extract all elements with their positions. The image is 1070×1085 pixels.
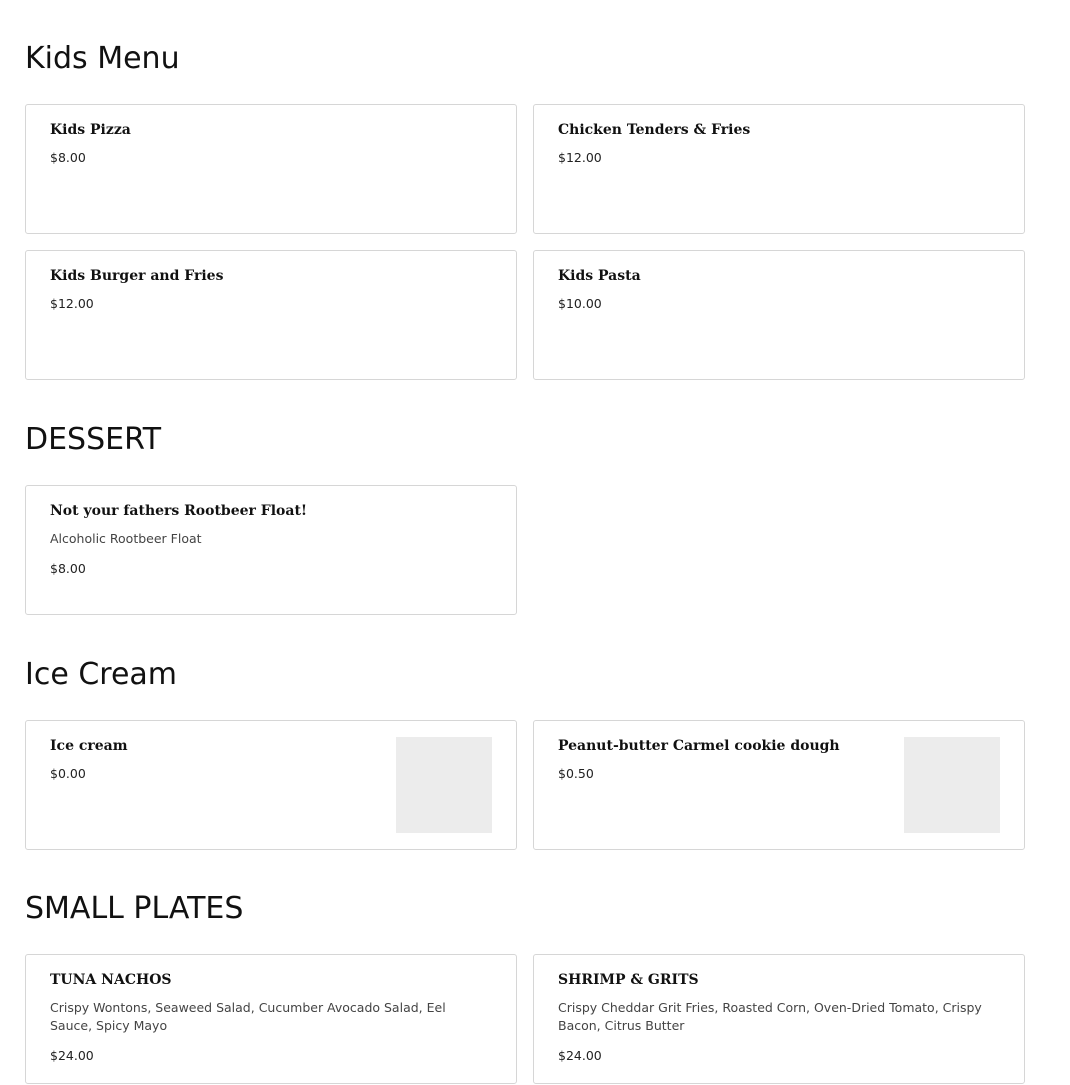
item-name: SHRIMP & GRITS (558, 972, 699, 988)
menu-item-card[interactable] (533, 954, 1025, 1084)
item-name: Kids Burger and Fries (50, 268, 224, 284)
menu-item-card[interactable] (533, 104, 1025, 234)
item-name: TUNA NACHOS (50, 972, 172, 988)
item-price: $0.00 (50, 766, 86, 781)
item-description: Crispy Wontons, Seaweed Salad, Cucumber Avocado Salad, Eel Sauce, Spicy Mayo (50, 1000, 446, 1033)
menu-item-card[interactable] (533, 250, 1025, 380)
menu-item-card[interactable] (533, 720, 1025, 850)
menu-item-card[interactable] (25, 720, 517, 850)
menu-item-card[interactable] (25, 250, 517, 380)
item-price: $8.00 (50, 561, 86, 576)
menu-item-card[interactable] (25, 485, 517, 615)
item-description: Alcoholic Rootbeer Float (50, 531, 202, 546)
item-name: Kids Pizza (50, 122, 131, 138)
section-title: DESSERT (25, 422, 162, 457)
item-image-placeholder (396, 737, 492, 833)
item-price: $12.00 (558, 150, 602, 165)
item-image-placeholder (904, 737, 1000, 833)
section-title: SMALL PLATES (25, 891, 244, 926)
item-price: $0.50 (558, 766, 594, 781)
item-price: $12.00 (50, 296, 94, 311)
item-price: $24.00 (50, 1048, 94, 1063)
item-price: $10.00 (558, 296, 602, 311)
item-name: Ice cream (50, 738, 128, 754)
menu-item-card[interactable] (25, 104, 517, 234)
item-name: Kids Pasta (558, 268, 641, 284)
item-name: Peanut-butter Carmel cookie dough (558, 738, 840, 754)
section-title: Kids Menu (25, 41, 180, 76)
item-price: $24.00 (558, 1048, 602, 1063)
item-name: Not your fathers Rootbeer Float! (50, 503, 308, 519)
item-name: Chicken Tenders & Fries (558, 122, 751, 138)
section-title: Ice Cream (25, 657, 178, 692)
item-price: $8.00 (50, 150, 86, 165)
item-description: Crispy Cheddar Grit Fries, Roasted Corn, Oven-Dried Tomato, Crispy Bacon, Citrus Butter (558, 1000, 982, 1033)
menu-item-card[interactable] (25, 954, 517, 1084)
